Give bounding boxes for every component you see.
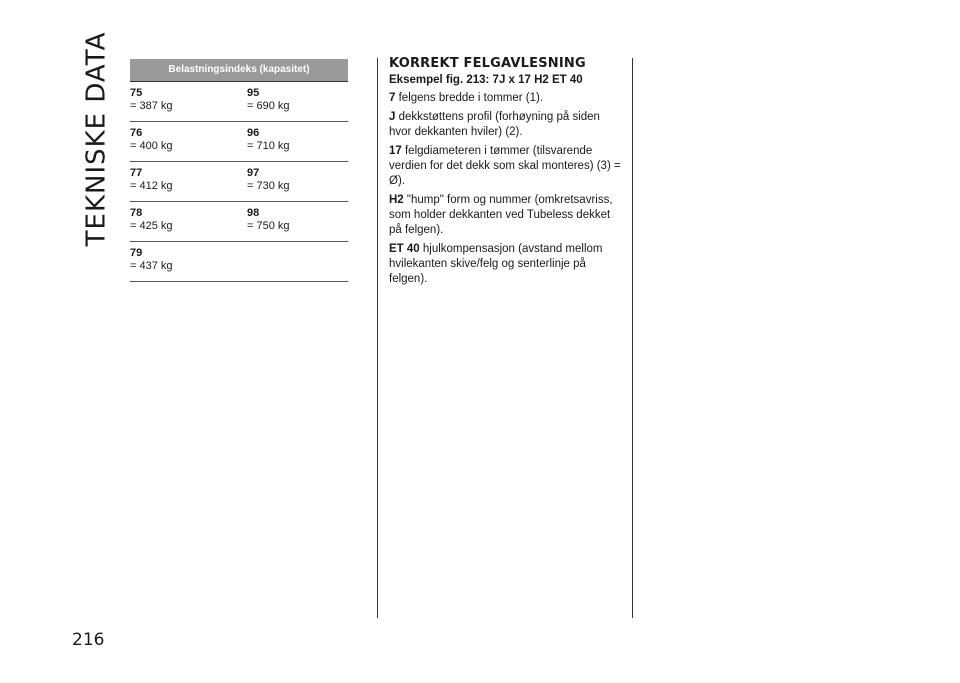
load-weight: = 690 kg xyxy=(247,100,290,112)
table-row xyxy=(130,82,348,122)
load-index: 79 xyxy=(130,247,143,259)
table-cell-left xyxy=(130,167,247,194)
column-divider xyxy=(632,58,633,618)
load-index: 98 xyxy=(247,207,260,219)
table-cell-right xyxy=(247,127,348,154)
definition-term: 7 xyxy=(389,92,396,104)
table-row xyxy=(130,242,348,282)
load-index: 75 xyxy=(130,87,143,99)
table-cell-right xyxy=(247,207,348,234)
table-cell-left xyxy=(130,207,247,234)
definition-text: dekkstøttens profil (forhøyning på siden hvor dekkanten hviler) (2). xyxy=(389,111,600,138)
definition-text: "hump" form og nummer (omkretsavriss, som holder dekkanten ved Tubeless dekket på felgen). xyxy=(389,194,613,236)
column-divider xyxy=(377,58,378,618)
definition-text: felgens bredde i tommer (1). xyxy=(395,92,544,104)
definition-term: H2 xyxy=(389,194,404,206)
table-cell-right xyxy=(247,87,348,114)
section-subheading: Eksempel fig. 213: 7J x 17 H2 ET 40 xyxy=(389,74,583,86)
load-weight: = 750 kg xyxy=(247,220,290,232)
load-index: 96 xyxy=(247,127,260,139)
load-weight: = 730 kg xyxy=(247,180,290,192)
load-index: 95 xyxy=(247,87,260,99)
definition-paragraph xyxy=(389,193,625,238)
table-row xyxy=(130,162,348,202)
section-heading: KORREKT FELGAVLESNING xyxy=(389,56,586,71)
definition-term: 17 xyxy=(389,145,402,157)
table-cell-right xyxy=(247,167,348,194)
table-cell-right xyxy=(247,247,348,274)
table-cell-left xyxy=(130,247,247,274)
definition-paragraph xyxy=(389,144,625,189)
definition-paragraph xyxy=(389,91,625,106)
load-weight: = 437 kg xyxy=(130,260,173,272)
page-number: 216 xyxy=(72,630,105,650)
table-row xyxy=(130,122,348,162)
load-index: 77 xyxy=(130,167,143,179)
definition-paragraph xyxy=(389,110,625,140)
definition-text: hjulkompensasjon (avstand mellom hvilekanten skive/felg og senterlinje på felgen). xyxy=(389,243,603,285)
table-cell-left xyxy=(130,87,247,114)
definition-term: J xyxy=(389,111,396,123)
load-weight: = 400 kg xyxy=(130,140,173,152)
table-row xyxy=(130,202,348,242)
load-weight: = 425 kg xyxy=(130,220,173,232)
load-weight: = 412 kg xyxy=(130,180,173,192)
definition-paragraph xyxy=(389,242,625,287)
load-index: 78 xyxy=(130,207,143,219)
table-header: Belastningsindeks (kapasitet) xyxy=(130,59,348,82)
table-cell-left xyxy=(130,127,247,154)
load-index: 97 xyxy=(247,167,260,179)
section-side-title-text: TEKNISKE DATA xyxy=(81,31,112,247)
load-weight: = 387 kg xyxy=(130,100,173,112)
rim-reading-section xyxy=(389,56,625,291)
definition-term: ET 40 xyxy=(389,243,420,255)
section-side-title xyxy=(76,31,116,247)
load-weight: = 710 kg xyxy=(247,140,290,152)
definition-text: felgdiameteren i tømmer (tilsvarende verdien for det dekk som skal monteres) (3) = Ø). xyxy=(389,145,621,187)
load-index-table xyxy=(130,59,348,282)
load-index: 76 xyxy=(130,127,143,139)
